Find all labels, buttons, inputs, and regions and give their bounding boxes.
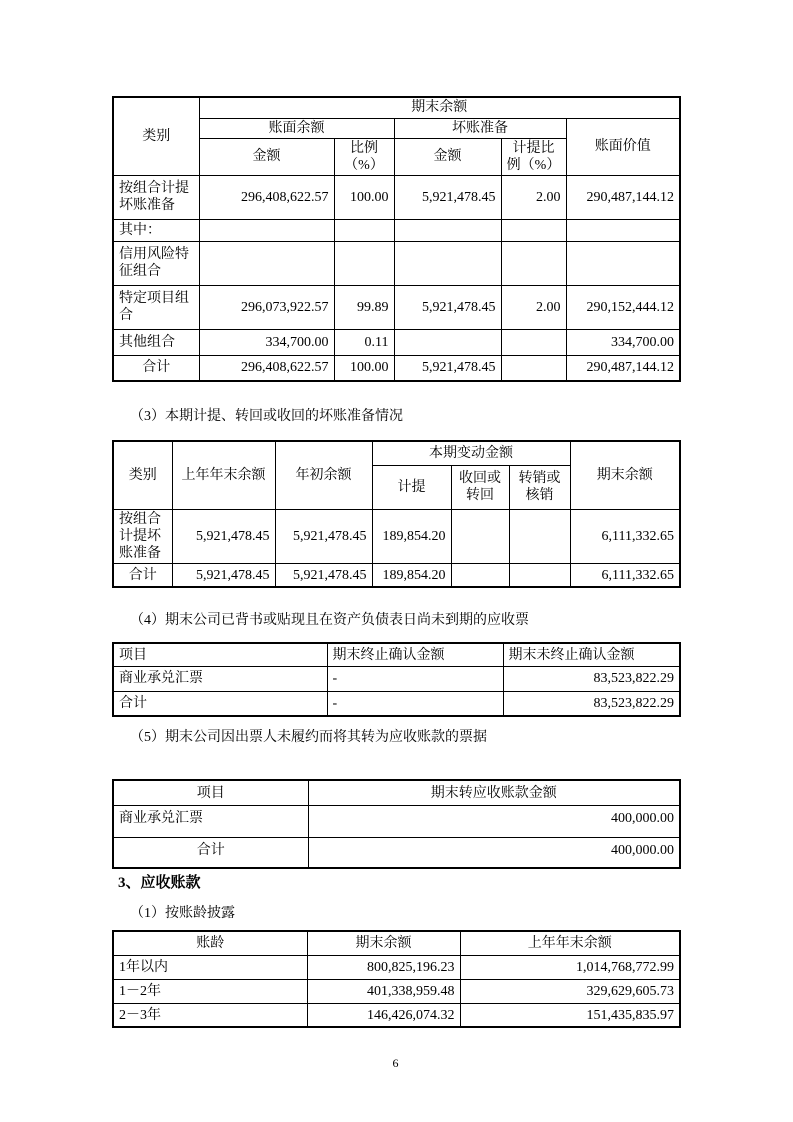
t2-header-writeoff-line2: 核销 [525,488,554,504]
row-label: 其他组合 [113,329,199,355]
table-cell: 334,700.00 [199,329,334,355]
table-cell [509,509,570,563]
endorsed-notes-table [112,642,681,717]
row-label: 合计 [113,691,327,716]
bad-debt-by-category-table [112,96,681,382]
table-cell: 290,487,144.12 [566,355,680,381]
t1-header-provision-ratio [501,138,566,175]
t5-header-prior-year-end: 上年年末余额 [460,931,680,955]
table-cell: 5,921,478.45 [275,509,372,563]
t3-header-item: 项目 [113,643,327,666]
table-cell [394,329,501,355]
t5-header-period-end: 期末余额 [307,931,460,955]
table-cell: 800,825,196.23 [307,955,460,979]
row-label: 合计 [113,355,199,381]
row-label: 1年以内 [113,955,307,979]
table-total-row [113,563,680,587]
table-cell [199,219,334,241]
table-cell: 400,000.00 [308,837,680,868]
table-row [113,241,680,285]
table-cell: - [327,691,503,716]
table-cell: 100.00 [334,175,394,219]
table-cell: 290,152,444.12 [566,285,680,329]
table-row [113,666,680,691]
table-cell: 290,487,144.12 [566,175,680,219]
notes-transferred-table [112,779,681,869]
accounts-receivable-heading: 3、应收账款 [118,875,201,892]
table-cell: 296,073,922.57 [199,285,334,329]
t2-header-recover-line1: 收回或 [459,471,501,487]
t1-header-bad-debt: 坏账准备 [394,118,566,138]
table-total-row [113,691,680,716]
t1-header-ratio [334,138,394,175]
t2-header-recover [451,465,509,509]
table-cell [509,563,570,587]
t1-header-book-balance: 账面余额 [199,118,394,138]
table-cell: 6,111,332.65 [570,509,680,563]
table-cell: 100.00 [334,355,394,381]
table-total-row [113,837,680,868]
table-row [113,329,680,355]
table-cell: 0.11 [334,329,394,355]
table-cell: 2.00 [501,285,566,329]
table-cell [501,219,566,241]
table-row [113,805,680,837]
t1-header-period-end: 期末余额 [199,97,680,118]
t2-header-accrual: 计提 [372,465,451,509]
table-cell: 5,921,478.45 [172,563,275,587]
aging-disclosure-heading: （1）按账龄披露 [130,906,235,922]
table-cell: 5,921,478.45 [394,175,501,219]
table-row [113,175,680,219]
table-cell: 99.89 [334,285,394,329]
table-cell: 296,408,622.57 [199,355,334,381]
table-total-row [113,355,680,381]
table-cell [334,241,394,285]
table-cell: 151,435,835.97 [460,1003,680,1027]
table-row [113,1003,680,1027]
table-cell: 6,111,332.65 [570,563,680,587]
table-row [113,979,680,1003]
table-cell: 83,523,822.29 [503,666,680,691]
table-cell: 146,426,074.32 [307,1003,460,1027]
table-row [113,219,680,241]
table-cell [394,241,501,285]
table-cell [334,219,394,241]
table-cell [199,241,334,285]
table-cell: 400,000.00 [308,805,680,837]
t2-header-current-change: 本期变动金额 [372,441,570,465]
row-label: 信用风险特征组合 [113,241,199,285]
aging-analysis-table [112,930,681,1028]
table-cell [394,219,501,241]
table-cell: 83,523,822.29 [503,691,680,716]
row-label: 按组合计提坏账准备 [113,509,172,563]
provision-movement-table [112,440,681,588]
table-cell [501,355,566,381]
t4-header-item: 项目 [113,780,308,805]
t2-header-writeoff [509,465,570,509]
row-label: 其中： [113,219,199,241]
row-label: 1－2年 [113,979,307,1003]
t4-header-amount: 期末转应收账款金额 [308,780,680,805]
table-row [113,509,680,563]
table-cell: 334,700.00 [566,329,680,355]
table-cell [566,219,680,241]
t1-header-category: 类别 [113,97,199,175]
table-row [113,955,680,979]
row-label: 特定项目组合 [113,285,199,329]
section-4-heading: （4）期末公司已背书或贴现且在资产负债表日尚未到期的应收票 [130,613,529,629]
row-label: 商业承兑汇票 [113,805,308,837]
table-cell [451,563,509,587]
t2-header-writeoff-line1: 转销或 [518,471,561,487]
t3-header-not-derecognized: 期末未终止确认金额 [503,643,680,666]
t5-header-aging: 账龄 [113,931,307,955]
table-cell: 5,921,478.45 [394,355,501,381]
table-cell: 189,854.20 [372,509,451,563]
t1-header-amount2: 金额 [394,138,501,175]
table-cell: - [327,666,503,691]
t1-header-ratio-line2: （%） [344,157,384,173]
row-label: 合计 [113,563,172,587]
t2-header-year-begin: 年初余额 [275,441,372,509]
table-cell: 1,014,768,772.99 [460,955,680,979]
table-cell: 5,921,478.45 [275,563,372,587]
row-label: 合计 [113,837,308,868]
t2-header-period-end: 期末余额 [570,441,680,509]
table-cell: 2.00 [501,175,566,219]
row-label: 商业承兑汇票 [113,666,327,691]
table-cell: 189,854.20 [372,563,451,587]
table-cell: 401,338,959.48 [307,979,460,1003]
table-cell: 5,921,478.45 [172,509,275,563]
t2-header-recover-line2: 转回 [466,488,494,504]
row-label: 2－3年 [113,1003,307,1027]
t1-header-book-value: 账面价值 [566,118,680,175]
section-5-heading: （5）期末公司因出票人未履约而将其转为应收账款的票据 [130,730,487,746]
t2-header-prior-year-end: 上年年末余额 [172,441,275,509]
section-3-heading: （3）本期计提、转回或收回的坏账准备情况 [130,409,403,425]
table-cell: 296,408,622.57 [199,175,334,219]
table-cell: 329,629,605.73 [460,979,680,1003]
table-cell [566,241,680,285]
t2-header-category: 类别 [113,441,172,509]
row-label: 按组合计提坏账准备 [113,175,199,219]
t1-header-provision-ratio-line1: 计提比 [512,140,555,156]
table-cell [451,509,509,563]
t3-header-derecognized: 期末终止确认金额 [327,643,503,666]
table-row [113,285,680,329]
table-cell [501,241,566,285]
t1-header-ratio-line1: 比例 [350,140,378,156]
table-cell: 5,921,478.45 [394,285,501,329]
page-number: 6 [392,1056,399,1071]
table-cell [501,329,566,355]
t1-header-provision-ratio-line2: 例（%） [506,157,561,173]
t1-header-amount: 金额 [199,138,334,175]
